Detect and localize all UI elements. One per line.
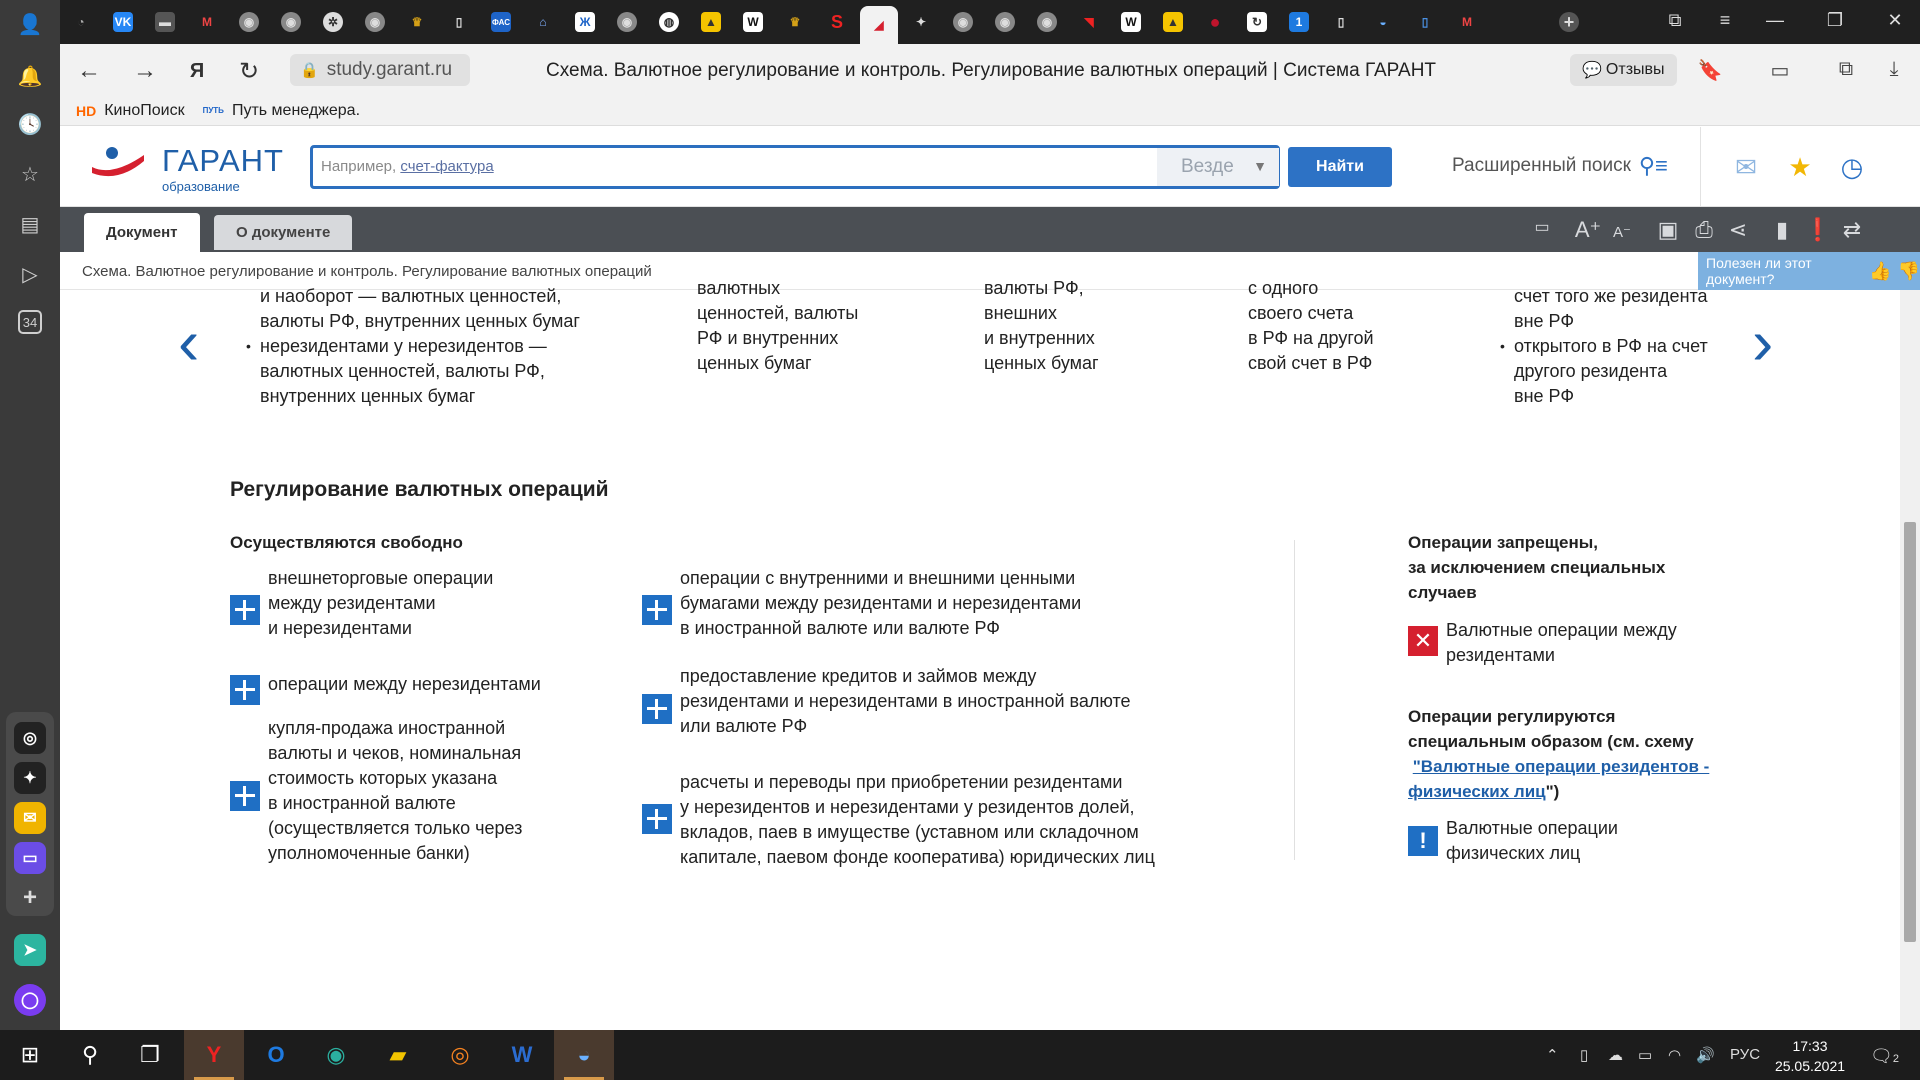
- reviews-button[interactable]: [1570, 54, 1677, 86]
- advanced-search-icon: ⚲≡: [1638, 153, 1668, 178]
- tab-icon[interactable]: ◉: [990, 8, 1020, 36]
- info-icon[interactable]: ❗: [1804, 217, 1832, 242]
- scheme-text: и наоборот — валютных ценностей,: [260, 286, 562, 306]
- bookmark-kinopoisk[interactable]: [76, 102, 185, 120]
- windows-taskbar: [0, 1030, 1920, 1080]
- tab-icon[interactable]: Ж: [570, 8, 600, 36]
- print-icon[interactable]: ⎙: [1695, 217, 1713, 242]
- column-divider: [1294, 540, 1295, 860]
- kinopoisk-icon: HD: [76, 102, 97, 119]
- expand-plus-icon[interactable]: [230, 595, 260, 625]
- restore-icon[interactable]: ❐: [1826, 10, 1844, 30]
- address-bar: [60, 44, 1920, 96]
- tab-doc[interactable]: ▯: [1337, 15, 1345, 29]
- tab-icon[interactable]: ◉: [360, 8, 390, 36]
- clock-time: 17:33: [1792, 1038, 1828, 1054]
- expand-plus-icon[interactable]: [230, 781, 260, 811]
- mail-app-icon[interactable]: ✉: [14, 802, 46, 834]
- scheme-column-1: [246, 284, 606, 409]
- special-heading: Операции регулируются специальным образом (см. схему "Валютные операции резидентов - физических лиц"): [1408, 707, 1710, 801]
- logo-name: ГАРАНТ: [162, 143, 284, 178]
- special-scheme-link[interactable]: "Валютные операции резидентов -: [1412, 757, 1710, 776]
- bookmark-icon[interactable]: 🔖: [1697, 60, 1723, 82]
- new-tab-button[interactable]: +: [1554, 8, 1584, 36]
- document-toolbar: [60, 207, 1920, 252]
- tab-gmail[interactable]: M: [1462, 15, 1472, 29]
- favorites-star-icon[interactable]: ★: [1788, 151, 1812, 182]
- sidebar-badge[interactable]: 34: [18, 310, 42, 334]
- thumbs-up-icon[interactable]: 👍: [1869, 260, 1892, 281]
- bookmark-doc-icon[interactable]: ▮: [1775, 217, 1789, 242]
- tab-icon[interactable]: S: [830, 11, 843, 32]
- tab-emblem[interactable]: ♛: [789, 15, 801, 29]
- tab-icon[interactable]: ◒: [1379, 15, 1387, 29]
- advanced-search-label: Расширенный поиск: [1452, 155, 1631, 176]
- tab-icon[interactable]: ◉: [612, 8, 642, 36]
- tab-about-document[interactable]: О документе: [214, 215, 352, 250]
- scheme-text: валютных ценностей, валюты РФ,: [260, 361, 545, 381]
- forbidden-heading: Операции запрещены, за исключением специальных случаев: [1408, 533, 1666, 602]
- special-item: Валютные операции физических лиц: [1446, 818, 1618, 863]
- bell-icon[interactable]: 🔔: [17, 65, 43, 88]
- search-placeholder: Например, счет-фактура: [321, 158, 494, 175]
- download-icon[interactable]: ⤓: [1889, 58, 1899, 80]
- compare-arrows-icon[interactable]: ⇄: [1842, 217, 1862, 242]
- tab-icon[interactable]: ◉: [948, 8, 978, 36]
- useful-prompt: Полезен ли этот документ?: [1706, 255, 1812, 287]
- scrollbar-thumb[interactable]: [1904, 522, 1916, 942]
- search-input[interactable]: [319, 148, 1099, 186]
- tab-icon[interactable]: ▬: [150, 8, 180, 36]
- expand-plus-icon[interactable]: [642, 595, 672, 625]
- tab-vk[interactable]: VK: [108, 8, 138, 36]
- browser-sidebar: [0, 0, 60, 1030]
- profile-icon[interactable]: 👤: [17, 13, 43, 36]
- scheme-text: своего счета: [1248, 303, 1354, 323]
- minimize-icon[interactable]: —: [1766, 10, 1784, 30]
- bookmarks-bar: [60, 96, 1920, 126]
- tray-expand-icon[interactable]: ⌃: [1546, 1047, 1559, 1064]
- save-icon[interactable]: ▣: [1657, 217, 1679, 242]
- scheme-text: ценностей, валюты: [697, 303, 859, 323]
- tab-icon[interactable]: ◔: [77, 15, 85, 29]
- special-scheme-link[interactable]: физических лиц: [1408, 782, 1546, 801]
- scope-value: Везде: [1181, 156, 1234, 177]
- messenger-app-icon[interactable]: ▭: [14, 842, 46, 874]
- cloud-icon[interactable]: ☁: [1608, 1047, 1623, 1064]
- search-icon[interactable]: ⚲: [81, 1042, 99, 1067]
- scheme-text: другого резидента: [1514, 361, 1668, 381]
- tab-icon[interactable]: ◉: [1032, 8, 1062, 36]
- free-item: расчеты и переводы при приобретении резидентами у нерезидентов и нерезидентами у резидентов долей, вкладов, паев в имуществе (уставном или складочном капитале, паевом фонде кооператива) юридических лиц: [680, 772, 1155, 867]
- scheme-text: валютных: [697, 278, 781, 298]
- tab-icon[interactable]: ▲: [1158, 8, 1188, 36]
- alice-icon[interactable]: ◯: [14, 984, 46, 1016]
- advanced-search-link[interactable]: [1452, 153, 1668, 179]
- tab-icon[interactable]: ↻: [1242, 8, 1272, 36]
- page-scrollbar[interactable]: [1900, 290, 1920, 1030]
- menu-icon[interactable]: ≡: [1719, 10, 1731, 30]
- scheme-column-4: [1248, 276, 1428, 376]
- scheme-prev-arrow-icon[interactable]: ‹: [178, 306, 200, 378]
- add-app-icon[interactable]: +: [22, 884, 37, 911]
- tab-icon[interactable]: ●: [1209, 11, 1221, 32]
- volume-icon[interactable]: 🔊: [1696, 1047, 1715, 1064]
- scheme-text: валюты РФ, внутренних ценных бумаг: [260, 311, 580, 331]
- tab-icon[interactable]: ◍: [654, 8, 684, 36]
- bookmark-label: КиноПоиск: [104, 101, 185, 119]
- taskbar-app[interactable]: ◒: [554, 1030, 614, 1080]
- windows-start-icon[interactable]: ⊞: [20, 1042, 40, 1067]
- camera-app-icon[interactable]: ◎: [14, 722, 46, 754]
- tray-device-icon[interactable]: ▯: [1580, 1047, 1589, 1064]
- battery-saver-icon[interactable]: ▭: [1770, 60, 1790, 82]
- taskbar-edge[interactable]: ◉: [326, 1042, 346, 1067]
- scheme-column-5: [1500, 284, 1750, 409]
- free-item: операции с внутренними и внешними ценными бумагами между резидентами и нерезидентами в иностранной валюте или валюте РФ: [680, 568, 1082, 638]
- wifi-icon[interactable]: ◠: [1668, 1047, 1682, 1064]
- sparkle-app-icon[interactable]: ✦: [14, 762, 46, 794]
- send-app-icon[interactable]: ➤: [14, 934, 46, 966]
- back-icon[interactable]: ←: [77, 57, 101, 84]
- expand-plus-icon[interactable]: [642, 804, 672, 834]
- section-title: Регулирование валютных операций: [230, 478, 609, 501]
- thumbs-down-icon[interactable]: 👎: [1897, 260, 1920, 281]
- scheme-text: ценных бумаг: [984, 353, 1099, 373]
- scheme-column-3: [984, 276, 1164, 376]
- expand-plus-icon[interactable]: [642, 694, 672, 724]
- scheme-column-2: [697, 276, 897, 376]
- put-icon: ПУТЬ: [202, 105, 224, 115]
- yandex-icon[interactable]: Я: [189, 59, 205, 82]
- scheme-text: ценных бумаг: [697, 353, 812, 373]
- tab-wikipedia[interactable]: W: [738, 8, 768, 36]
- scheme-bullet: • открытого в РФ на счет: [1500, 334, 1750, 359]
- taskbar-explorer[interactable]: ▰: [389, 1042, 407, 1067]
- font-increase-icon[interactable]: A⁺: [1574, 217, 1602, 242]
- share-icon[interactable]: ⋖: [1728, 217, 1748, 242]
- logo-sub: образование: [162, 179, 240, 194]
- tab-icon[interactable]: ◉: [234, 8, 264, 36]
- taskbar-yandex-browser[interactable]: Y: [184, 1030, 244, 1080]
- history-icon[interactable]: 🕓: [17, 113, 43, 136]
- forbidden-item: Валютные операции между резидентами: [1446, 620, 1677, 665]
- font-decrease-icon[interactable]: A⁻: [1613, 224, 1631, 241]
- bookmark-put-menedzhera[interactable]: [203, 102, 360, 120]
- expand-plus-icon[interactable]: [230, 675, 260, 705]
- tab-garant-active[interactable]: ◢: [860, 6, 898, 44]
- tab-icon[interactable]: ⌂: [539, 15, 547, 29]
- tab-wikipedia[interactable]: W: [1116, 8, 1146, 36]
- scheme-next-arrow-icon[interactable]: ›: [1752, 306, 1774, 378]
- free-item: предоставление кредитов и займов между резидентами и нерезидентами в иностранной валюте или валюте РФ: [680, 666, 1131, 736]
- find-button[interactable]: Найти: [1288, 147, 1392, 187]
- scheme-text: и внутренних: [984, 328, 1095, 348]
- tab-emblem[interactable]: ♛: [411, 15, 423, 29]
- url-text: study.garant.ru: [326, 59, 453, 80]
- free-item: внешнеторговые операции между резидентами и нерезидентами: [268, 568, 494, 638]
- scheme-text: РФ и внутренних: [697, 328, 839, 348]
- breadcrumb-text: Схема. Валютное регулирование и контроль. Регулирование валютных операций: [82, 263, 652, 280]
- exclamation-icon[interactable]: !: [1408, 826, 1438, 856]
- tab-icon[interactable]: ФАС: [486, 8, 516, 36]
- task-view-icon[interactable]: ❐: [140, 1042, 160, 1067]
- comment-icon: 💬: [1582, 62, 1602, 79]
- notification-count: 2: [1892, 1053, 1899, 1065]
- battery-icon[interactable]: ▭: [1638, 1047, 1653, 1064]
- garant-logo[interactable]: [88, 141, 284, 194]
- tab-strip: [60, 0, 1920, 44]
- tabs-overview-icon[interactable]: ⧉: [1668, 10, 1682, 30]
- clock-date: 25.05.2021: [1774, 1058, 1846, 1074]
- garant-header: [60, 127, 1920, 207]
- scheme-text: внутренних ценных бумаг: [260, 386, 476, 406]
- header-divider: [1700, 127, 1701, 207]
- placeholder-example-link: счет-фактура: [400, 158, 494, 175]
- web-icon[interactable]: ▭: [1534, 219, 1550, 236]
- search-box: [310, 145, 1280, 189]
- garant-logo-icon: [88, 147, 148, 185]
- reload-icon[interactable]: ↻: [238, 57, 260, 85]
- scheme-text: счет того же резидента: [1514, 286, 1708, 306]
- lock-icon: 🔒: [300, 62, 319, 79]
- tab-document[interactable]: Документ: [84, 213, 200, 252]
- bookmark-label: Путь менеджера.: [231, 101, 361, 119]
- mail-user-icon[interactable]: ✉: [1735, 151, 1757, 182]
- tab-icon[interactable]: ◥: [1084, 15, 1094, 29]
- free-item: купля-продажа иностранной валюты и чеков, номинальная стоимость которых указана в иностранной валюте (осуществляется только через уполномоченные банки): [268, 718, 523, 863]
- page-title: Схема. Валютное регулирование и контроль. Регулирование валютных операций | Система ГАРАНТ: [546, 60, 1437, 81]
- media-play-icon[interactable]: ▷: [22, 263, 38, 286]
- close-icon[interactable]: ✕: [1887, 10, 1903, 30]
- tab-icon[interactable]: ◉: [276, 8, 306, 36]
- scheme-text: свой счет в РФ: [1248, 353, 1373, 373]
- search-scope-select[interactable]: [1157, 148, 1279, 186]
- bookmarks-star-icon[interactable]: ☆: [21, 163, 39, 186]
- forbidden-x-icon[interactable]: ✕: [1408, 626, 1438, 656]
- tab-gmail[interactable]: M: [202, 15, 212, 29]
- collections-icon[interactable]: ▤: [20, 213, 40, 236]
- reviews-label: Отзывы: [1605, 61, 1665, 78]
- tab-icon[interactable]: ▲: [696, 8, 726, 36]
- tab-doc[interactable]: ▯: [1421, 15, 1429, 29]
- scheme-text: вне РФ: [1514, 386, 1575, 406]
- taskbar-player[interactable]: ◎: [450, 1042, 470, 1067]
- taskbar-word[interactable]: W: [511, 1042, 533, 1067]
- taskbar-outlook[interactable]: O: [267, 1042, 285, 1067]
- tab-icon[interactable]: 1: [1284, 8, 1314, 36]
- document-content: [60, 278, 1900, 1030]
- tab-icon[interactable]: ✲: [318, 8, 348, 36]
- chevron-down-icon: ▼: [1253, 158, 1267, 174]
- url-field[interactable]: [290, 54, 470, 86]
- scheme-text: валюты РФ,: [984, 278, 1084, 298]
- forward-icon[interactable]: →: [133, 57, 157, 84]
- scheme-bullet: • нерезидентами у нерезидентов —: [246, 334, 606, 359]
- language-indicator[interactable]: РУС: [1730, 1046, 1761, 1063]
- free-item: операции между нерезидентами: [268, 674, 541, 694]
- scheme-text: вне РФ: [1514, 311, 1575, 331]
- scheme-text: с одного: [1248, 278, 1319, 298]
- scheme-text: внешних: [984, 303, 1057, 323]
- scheme-text: в РФ на другой: [1248, 328, 1374, 348]
- notifications-icon[interactable]: 🗨2: [1870, 1046, 1899, 1066]
- free-heading: Осуществляются свободно: [230, 533, 463, 552]
- tab-icon[interactable]: ✦: [915, 15, 927, 29]
- tab-doc[interactable]: ▯: [455, 15, 463, 29]
- clock[interactable]: [1770, 1036, 1850, 1076]
- history-clock-icon[interactable]: ◷: [1840, 151, 1864, 182]
- extensions-icon[interactable]: ⧉: [1838, 58, 1854, 80]
